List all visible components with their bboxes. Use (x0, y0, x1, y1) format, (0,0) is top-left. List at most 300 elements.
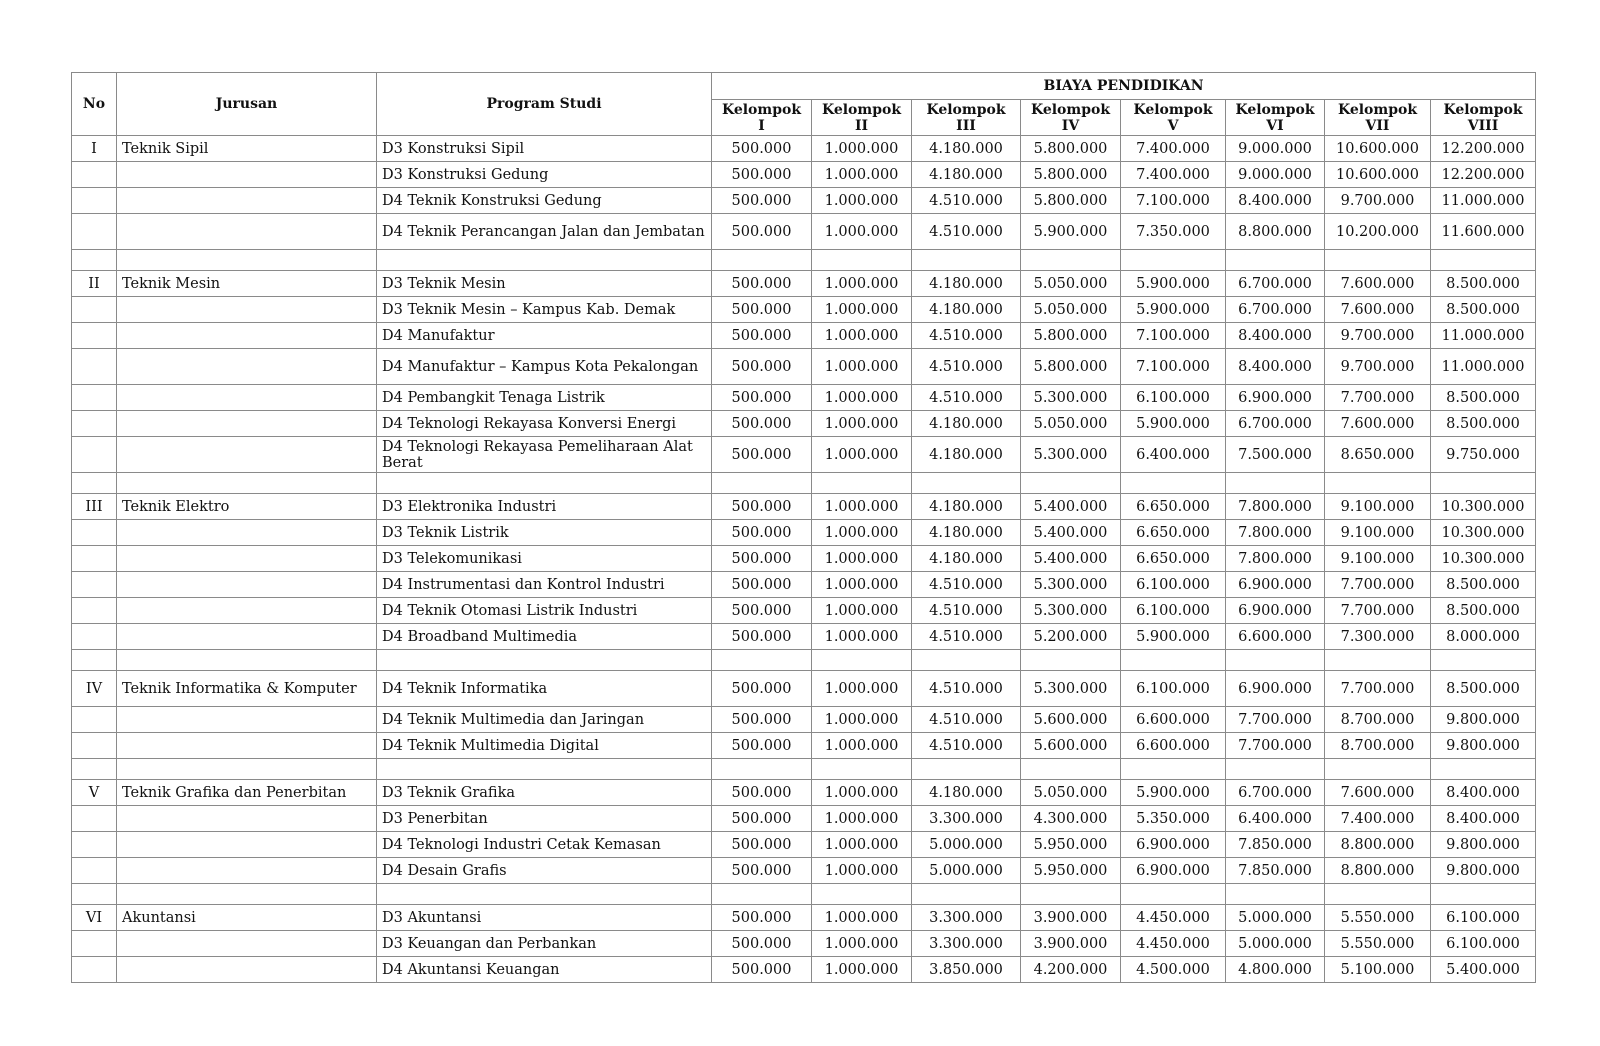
cell-fee-kelompok-3: 4.510.000 (912, 572, 1021, 598)
table-row (72, 162, 1536, 188)
spacer-cell (912, 759, 1021, 780)
cell-fee-kelompok-3: 3.300.000 (912, 931, 1021, 957)
cell-fee-kelompok-1: 500.000 (712, 832, 812, 858)
cell-fee-kelompok-4: 5.050.000 (1021, 271, 1121, 297)
spacer-cell (1325, 650, 1431, 671)
spacer-cell (812, 250, 912, 271)
spacer-cell (1431, 884, 1536, 905)
cell-fee-kelompok-1: 500.000 (712, 624, 812, 650)
header-kelompok-word: Kelompok (1030, 101, 1111, 118)
cell-fee-kelompok-8: 5.400.000 (1431, 957, 1536, 983)
spacer-cell (1431, 473, 1536, 494)
cell-no (72, 323, 117, 349)
cell-no (72, 624, 117, 650)
spacer-cell (1226, 884, 1325, 905)
cell-fee-kelompok-5: 4.500.000 (1121, 957, 1226, 983)
cell-fee-kelompok-7: 7.700.000 (1325, 671, 1431, 707)
spacer-cell (1121, 250, 1226, 271)
cell-fee-kelompok-1: 500.000 (712, 806, 812, 832)
spacer-cell (1021, 473, 1121, 494)
header-kelompok-word: Kelompok (926, 101, 1006, 118)
cell-fee-kelompok-3: 4.180.000 (912, 162, 1021, 188)
spacer-cell (1226, 650, 1325, 671)
cell-fee-kelompok-1: 500.000 (712, 162, 812, 188)
cell-fee-kelompok-6: 6.400.000 (1226, 806, 1325, 832)
cell-fee-kelompok-2: 1.000.000 (812, 546, 912, 572)
cell-fee-kelompok-6: 9.000.000 (1226, 162, 1325, 188)
cell-fee-kelompok-4: 5.800.000 (1021, 162, 1121, 188)
cell-program-studi: D3 Teknik Grafika (377, 780, 712, 806)
cell-fee-kelompok-7: 10.200.000 (1325, 214, 1431, 250)
cell-no: I (72, 136, 117, 162)
cell-program-studi: D4 Teknologi Rekayasa Konversi Energi (377, 411, 712, 437)
cell-fee-kelompok-8: 10.300.000 (1431, 546, 1536, 572)
cell-fee-kelompok-3: 4.510.000 (912, 349, 1021, 385)
cell-program-studi: D3 Akuntansi (377, 905, 712, 931)
cell-no: IV (72, 671, 117, 707)
spacer-cell (1325, 473, 1431, 494)
cell-fee-kelompok-7: 7.600.000 (1325, 411, 1431, 437)
cell-fee-kelompok-7: 9.100.000 (1325, 546, 1431, 572)
spacer-cell (1021, 650, 1121, 671)
cell-no (72, 733, 117, 759)
cell-fee-kelompok-8: 6.100.000 (1431, 905, 1536, 931)
cell-fee-kelompok-4: 5.600.000 (1021, 733, 1121, 759)
cell-program-studi: D3 Keuangan dan Perbankan (377, 931, 712, 957)
header-kelompok-word: Kelompok (1235, 101, 1315, 118)
cell-fee-kelompok-1: 500.000 (712, 297, 812, 323)
spacer-cell (72, 650, 117, 671)
cell-fee-kelompok-2: 1.000.000 (812, 188, 912, 214)
cell-fee-kelompok-8: 11.600.000 (1431, 214, 1536, 250)
spacer-cell (812, 884, 912, 905)
table-header (72, 73, 1536, 136)
cell-fee-kelompok-4: 5.800.000 (1021, 188, 1121, 214)
cell-fee-kelompok-3: 4.180.000 (912, 520, 1021, 546)
cell-fee-kelompok-5: 5.900.000 (1121, 297, 1226, 323)
spacer-cell (812, 759, 912, 780)
header-kelompok-roman: VI (1266, 117, 1284, 134)
spacer-row (72, 473, 1536, 494)
table-row (72, 323, 1536, 349)
cell-fee-kelompok-2: 1.000.000 (812, 780, 912, 806)
cell-fee-kelompok-6: 5.000.000 (1226, 931, 1325, 957)
cell-fee-kelompok-5: 4.450.000 (1121, 931, 1226, 957)
header-kelompok-word: Kelompok (1133, 101, 1213, 118)
spacer-cell (1325, 884, 1431, 905)
cell-no (72, 520, 117, 546)
cell-no (72, 162, 117, 188)
table-row (72, 671, 1536, 707)
header-kelompok (912, 100, 1021, 136)
cell-fee-kelompok-6: 4.800.000 (1226, 957, 1325, 983)
spacer-cell (72, 473, 117, 494)
cell-fee-kelompok-6: 8.800.000 (1226, 214, 1325, 250)
cell-fee-kelompok-1: 500.000 (712, 494, 812, 520)
header-kelompok (712, 100, 812, 136)
cell-fee-kelompok-3: 4.510.000 (912, 323, 1021, 349)
cell-fee-kelompok-2: 1.000.000 (812, 271, 912, 297)
cell-program-studi: D4 Teknologi Industri Cetak Kemasan (377, 832, 712, 858)
cell-fee-kelompok-4: 5.300.000 (1021, 598, 1121, 624)
cell-jurusan: Teknik Informatika & Komputer (117, 671, 377, 707)
cell-fee-kelompok-5: 5.900.000 (1121, 780, 1226, 806)
table-row (72, 411, 1536, 437)
cell-fee-kelompok-3: 4.180.000 (912, 271, 1021, 297)
cell-fee-kelompok-7: 9.700.000 (1325, 188, 1431, 214)
cell-fee-kelompok-8: 9.800.000 (1431, 832, 1536, 858)
header-program-studi: Program Studi (377, 73, 712, 136)
cell-fee-kelompok-4: 5.400.000 (1021, 494, 1121, 520)
cell-fee-kelompok-4: 5.900.000 (1021, 214, 1121, 250)
spacer-cell (912, 473, 1021, 494)
cell-fee-kelompok-8: 9.800.000 (1431, 707, 1536, 733)
spacer-row (72, 650, 1536, 671)
cell-fee-kelompok-4: 3.900.000 (1021, 905, 1121, 931)
cell-fee-kelompok-8: 12.200.000 (1431, 162, 1536, 188)
cell-fee-kelompok-3: 4.510.000 (912, 671, 1021, 707)
header-kelompok-word: Kelompok (1337, 101, 1418, 118)
cell-jurusan (117, 858, 377, 884)
cell-fee-kelompok-5: 5.900.000 (1121, 271, 1226, 297)
cell-fee-kelompok-1: 500.000 (712, 905, 812, 931)
cell-no (72, 546, 117, 572)
cell-fee-kelompok-3: 4.510.000 (912, 733, 1021, 759)
cell-fee-kelompok-3: 4.180.000 (912, 437, 1021, 473)
cell-fee-kelompok-3: 4.510.000 (912, 707, 1021, 733)
header-jurusan: Jurusan (117, 73, 377, 136)
cell-no (72, 297, 117, 323)
spacer-cell (712, 250, 812, 271)
cell-fee-kelompok-4: 5.300.000 (1021, 385, 1121, 411)
cell-fee-kelompok-4: 4.200.000 (1021, 957, 1121, 983)
header-kelompok (1325, 100, 1431, 136)
cell-jurusan: Teknik Grafika dan Penerbitan (117, 780, 377, 806)
cell-fee-kelompok-3: 3.850.000 (912, 957, 1021, 983)
cell-fee-kelompok-8: 8.500.000 (1431, 671, 1536, 707)
fee-table (71, 72, 1536, 983)
cell-fee-kelompok-8: 8.400.000 (1431, 780, 1536, 806)
cell-fee-kelompok-5: 6.400.000 (1121, 437, 1226, 473)
cell-fee-kelompok-6: 6.700.000 (1226, 271, 1325, 297)
cell-fee-kelompok-7: 7.600.000 (1325, 780, 1431, 806)
cell-fee-kelompok-3: 4.510.000 (912, 598, 1021, 624)
spacer-cell (1431, 759, 1536, 780)
spacer-cell (1226, 250, 1325, 271)
cell-fee-kelompok-7: 8.700.000 (1325, 707, 1431, 733)
table-row (72, 385, 1536, 411)
cell-jurusan (117, 957, 377, 983)
cell-fee-kelompok-2: 1.000.000 (812, 858, 912, 884)
cell-fee-kelompok-2: 1.000.000 (812, 957, 912, 983)
cell-fee-kelompok-3: 3.300.000 (912, 806, 1021, 832)
cell-program-studi: D3 Konstruksi Sipil (377, 136, 712, 162)
cell-fee-kelompok-1: 500.000 (712, 572, 812, 598)
cell-fee-kelompok-5: 6.100.000 (1121, 598, 1226, 624)
cell-fee-kelompok-7: 5.550.000 (1325, 905, 1431, 931)
spacer-cell (117, 759, 377, 780)
cell-fee-kelompok-4: 5.200.000 (1021, 624, 1121, 650)
header-kelompok-roman: II (854, 117, 869, 134)
cell-jurusan (117, 931, 377, 957)
cell-fee-kelompok-6: 6.900.000 (1226, 572, 1325, 598)
cell-program-studi: D4 Pembangkit Tenaga Listrik (377, 385, 712, 411)
cell-program-studi: D4 Teknik Konstruksi Gedung (377, 188, 712, 214)
cell-fee-kelompok-1: 500.000 (712, 931, 812, 957)
cell-fee-kelompok-5: 6.900.000 (1121, 832, 1226, 858)
table-row (72, 780, 1536, 806)
cell-fee-kelompok-4: 5.050.000 (1021, 297, 1121, 323)
cell-fee-kelompok-2: 1.000.000 (812, 162, 912, 188)
spacer-cell (377, 884, 712, 905)
cell-jurusan (117, 214, 377, 250)
cell-program-studi: D4 Teknik Multimedia dan Jaringan (377, 707, 712, 733)
cell-fee-kelompok-7: 8.800.000 (1325, 832, 1431, 858)
cell-fee-kelompok-4: 5.300.000 (1021, 437, 1121, 473)
cell-fee-kelompok-8: 11.000.000 (1431, 323, 1536, 349)
cell-jurusan (117, 806, 377, 832)
cell-fee-kelompok-7: 10.600.000 (1325, 136, 1431, 162)
spacer-cell (1325, 250, 1431, 271)
cell-jurusan (117, 832, 377, 858)
cell-fee-kelompok-5: 6.900.000 (1121, 858, 1226, 884)
cell-fee-kelompok-2: 1.000.000 (812, 494, 912, 520)
spacer-row (72, 759, 1536, 780)
spacer-cell (377, 250, 712, 271)
cell-fee-kelompok-2: 1.000.000 (812, 136, 912, 162)
cell-fee-kelompok-5: 6.650.000 (1121, 494, 1226, 520)
cell-fee-kelompok-5: 6.650.000 (1121, 546, 1226, 572)
cell-fee-kelompok-1: 500.000 (712, 671, 812, 707)
cell-fee-kelompok-6: 7.700.000 (1226, 707, 1325, 733)
cell-fee-kelompok-8: 8.500.000 (1431, 271, 1536, 297)
table-row (72, 572, 1536, 598)
table-row (72, 624, 1536, 650)
cell-fee-kelompok-4: 5.300.000 (1021, 572, 1121, 598)
spacer-cell (1121, 884, 1226, 905)
cell-jurusan: Teknik Mesin (117, 271, 377, 297)
table-row (72, 494, 1536, 520)
cell-fee-kelompok-5: 7.100.000 (1121, 349, 1226, 385)
cell-fee-kelompok-5: 6.600.000 (1121, 707, 1226, 733)
cell-fee-kelompok-3: 4.180.000 (912, 136, 1021, 162)
header-biaya-pendidikan: BIAYA PENDIDIKAN (712, 73, 1536, 100)
spacer-cell (1021, 759, 1121, 780)
header-kelompok-word: Kelompok (821, 101, 902, 118)
cell-program-studi: D3 Teknik Mesin – Kampus Kab. Demak (377, 297, 712, 323)
cell-program-studi: D4 Teknik Informatika (377, 671, 712, 707)
cell-fee-kelompok-2: 1.000.000 (812, 931, 912, 957)
cell-no: VI (72, 905, 117, 931)
cell-fee-kelompok-2: 1.000.000 (812, 832, 912, 858)
table-row (72, 707, 1536, 733)
cell-fee-kelompok-4: 5.050.000 (1021, 411, 1121, 437)
cell-fee-kelompok-2: 1.000.000 (812, 733, 912, 759)
table-row (72, 832, 1536, 858)
cell-program-studi: D3 Elektronika Industri (377, 494, 712, 520)
cell-fee-kelompok-3: 4.510.000 (912, 385, 1021, 411)
cell-fee-kelompok-1: 500.000 (712, 385, 812, 411)
cell-fee-kelompok-4: 4.300.000 (1021, 806, 1121, 832)
cell-fee-kelompok-3: 5.000.000 (912, 832, 1021, 858)
cell-fee-kelompok-8: 6.100.000 (1431, 931, 1536, 957)
cell-program-studi: D4 Instrumentasi dan Kontrol Industri (377, 572, 712, 598)
cell-fee-kelompok-6: 6.900.000 (1226, 671, 1325, 707)
cell-jurusan (117, 349, 377, 385)
header-kelompok (1226, 100, 1325, 136)
cell-no (72, 832, 117, 858)
cell-fee-kelompok-4: 5.800.000 (1021, 136, 1121, 162)
cell-no: II (72, 271, 117, 297)
spacer-cell (912, 884, 1021, 905)
spacer-cell (1021, 884, 1121, 905)
cell-fee-kelompok-2: 1.000.000 (812, 598, 912, 624)
cell-fee-kelompok-8: 8.500.000 (1431, 385, 1536, 411)
cell-no (72, 858, 117, 884)
cell-fee-kelompok-4: 5.950.000 (1021, 832, 1121, 858)
cell-jurusan (117, 520, 377, 546)
cell-jurusan (117, 733, 377, 759)
cell-fee-kelompok-7: 9.700.000 (1325, 349, 1431, 385)
cell-jurusan (117, 297, 377, 323)
table-row (72, 520, 1536, 546)
cell-fee-kelompok-6: 7.800.000 (1226, 546, 1325, 572)
table-row (72, 905, 1536, 931)
cell-jurusan (117, 624, 377, 650)
cell-jurusan (117, 546, 377, 572)
cell-fee-kelompok-3: 4.180.000 (912, 297, 1021, 323)
cell-fee-kelompok-1: 500.000 (712, 188, 812, 214)
spacer-row (72, 250, 1536, 271)
cell-fee-kelompok-7: 7.400.000 (1325, 806, 1431, 832)
cell-fee-kelompok-1: 500.000 (712, 271, 812, 297)
spacer-cell (117, 884, 377, 905)
cell-fee-kelompok-8: 10.300.000 (1431, 494, 1536, 520)
spacer-cell (1226, 473, 1325, 494)
cell-program-studi: D4 Broadband Multimedia (377, 624, 712, 650)
header-kelompok-word: Kelompok (721, 101, 802, 118)
cell-no (72, 957, 117, 983)
cell-fee-kelompok-7: 10.600.000 (1325, 162, 1431, 188)
spacer-cell (712, 759, 812, 780)
table-row (72, 806, 1536, 832)
cell-fee-kelompok-1: 500.000 (712, 780, 812, 806)
table-row (72, 931, 1536, 957)
cell-fee-kelompok-4: 5.050.000 (1021, 780, 1121, 806)
table-row (72, 188, 1536, 214)
spacer-cell (1226, 759, 1325, 780)
cell-no (72, 572, 117, 598)
cell-jurusan (117, 437, 377, 473)
spacer-cell (912, 650, 1021, 671)
cell-fee-kelompok-5: 6.650.000 (1121, 520, 1226, 546)
table-row (72, 297, 1536, 323)
cell-fee-kelompok-2: 1.000.000 (812, 437, 912, 473)
cell-fee-kelompok-1: 500.000 (712, 214, 812, 250)
cell-fee-kelompok-2: 1.000.000 (812, 624, 912, 650)
cell-program-studi: D4 Teknik Otomasi Listrik Industri (377, 598, 712, 624)
cell-program-studi: D4 Desain Grafis (377, 858, 712, 884)
cell-fee-kelompok-6: 6.700.000 (1226, 411, 1325, 437)
cell-fee-kelompok-5: 4.450.000 (1121, 905, 1226, 931)
cell-no (72, 931, 117, 957)
cell-program-studi: D3 Teknik Listrik (377, 520, 712, 546)
cell-no (72, 385, 117, 411)
header-kelompok-roman: III (956, 117, 976, 134)
cell-fee-kelompok-3: 4.510.000 (912, 214, 1021, 250)
cell-jurusan (117, 411, 377, 437)
cell-jurusan (117, 188, 377, 214)
cell-fee-kelompok-3: 3.300.000 (912, 905, 1021, 931)
spacer-cell (72, 250, 117, 271)
cell-fee-kelompok-6: 6.600.000 (1226, 624, 1325, 650)
cell-fee-kelompok-3: 4.180.000 (912, 411, 1021, 437)
cell-fee-kelompok-8: 11.000.000 (1431, 188, 1536, 214)
cell-no (72, 437, 117, 473)
cell-fee-kelompok-8: 8.500.000 (1431, 297, 1536, 323)
cell-no: III (72, 494, 117, 520)
cell-fee-kelompok-2: 1.000.000 (812, 385, 912, 411)
cell-jurusan (117, 707, 377, 733)
cell-program-studi: D3 Penerbitan (377, 806, 712, 832)
cell-fee-kelompok-6: 6.700.000 (1226, 297, 1325, 323)
cell-fee-kelompok-1: 500.000 (712, 957, 812, 983)
cell-fee-kelompok-7: 7.700.000 (1325, 598, 1431, 624)
spacer-row (72, 884, 1536, 905)
cell-fee-kelompok-6: 8.400.000 (1226, 349, 1325, 385)
table-row (72, 437, 1536, 473)
spacer-cell (1121, 759, 1226, 780)
cell-fee-kelompok-7: 7.600.000 (1325, 297, 1431, 323)
cell-fee-kelompok-3: 4.180.000 (912, 780, 1021, 806)
cell-fee-kelompok-8: 8.500.000 (1431, 572, 1536, 598)
cell-fee-kelompok-5: 7.100.000 (1121, 323, 1226, 349)
cell-fee-kelompok-5: 7.400.000 (1121, 136, 1226, 162)
cell-fee-kelompok-8: 8.500.000 (1431, 411, 1536, 437)
cell-fee-kelompok-6: 8.400.000 (1226, 323, 1325, 349)
cell-fee-kelompok-1: 500.000 (712, 520, 812, 546)
cell-fee-kelompok-6: 5.000.000 (1226, 905, 1325, 931)
cell-fee-kelompok-4: 5.400.000 (1021, 520, 1121, 546)
header-kelompok-roman: V (1167, 117, 1179, 134)
cell-jurusan: Teknik Sipil (117, 136, 377, 162)
cell-fee-kelompok-5: 6.100.000 (1121, 572, 1226, 598)
table-row (72, 546, 1536, 572)
cell-fee-kelompok-4: 5.800.000 (1021, 349, 1121, 385)
spacer-cell (912, 250, 1021, 271)
spacer-cell (377, 759, 712, 780)
cell-program-studi: D4 Teknik Perancangan Jalan dan Jembatan (377, 214, 712, 250)
header-kelompok (1431, 100, 1536, 136)
header-kelompok (1021, 100, 1121, 136)
cell-no (72, 349, 117, 385)
cell-fee-kelompok-1: 500.000 (712, 323, 812, 349)
cell-fee-kelompok-8: 10.300.000 (1431, 520, 1536, 546)
cell-no (72, 188, 117, 214)
spacer-cell (72, 759, 117, 780)
cell-fee-kelompok-6: 7.850.000 (1226, 832, 1325, 858)
cell-fee-kelompok-6: 7.800.000 (1226, 494, 1325, 520)
cell-fee-kelompok-4: 5.950.000 (1021, 858, 1121, 884)
cell-fee-kelompok-5: 5.350.000 (1121, 806, 1226, 832)
cell-fee-kelompok-5: 7.100.000 (1121, 188, 1226, 214)
table-row (72, 349, 1536, 385)
table-row (72, 136, 1536, 162)
cell-fee-kelompok-3: 4.510.000 (912, 624, 1021, 650)
cell-fee-kelompok-1: 500.000 (712, 546, 812, 572)
cell-fee-kelompok-7: 9.100.000 (1325, 520, 1431, 546)
cell-fee-kelompok-8: 9.800.000 (1431, 733, 1536, 759)
